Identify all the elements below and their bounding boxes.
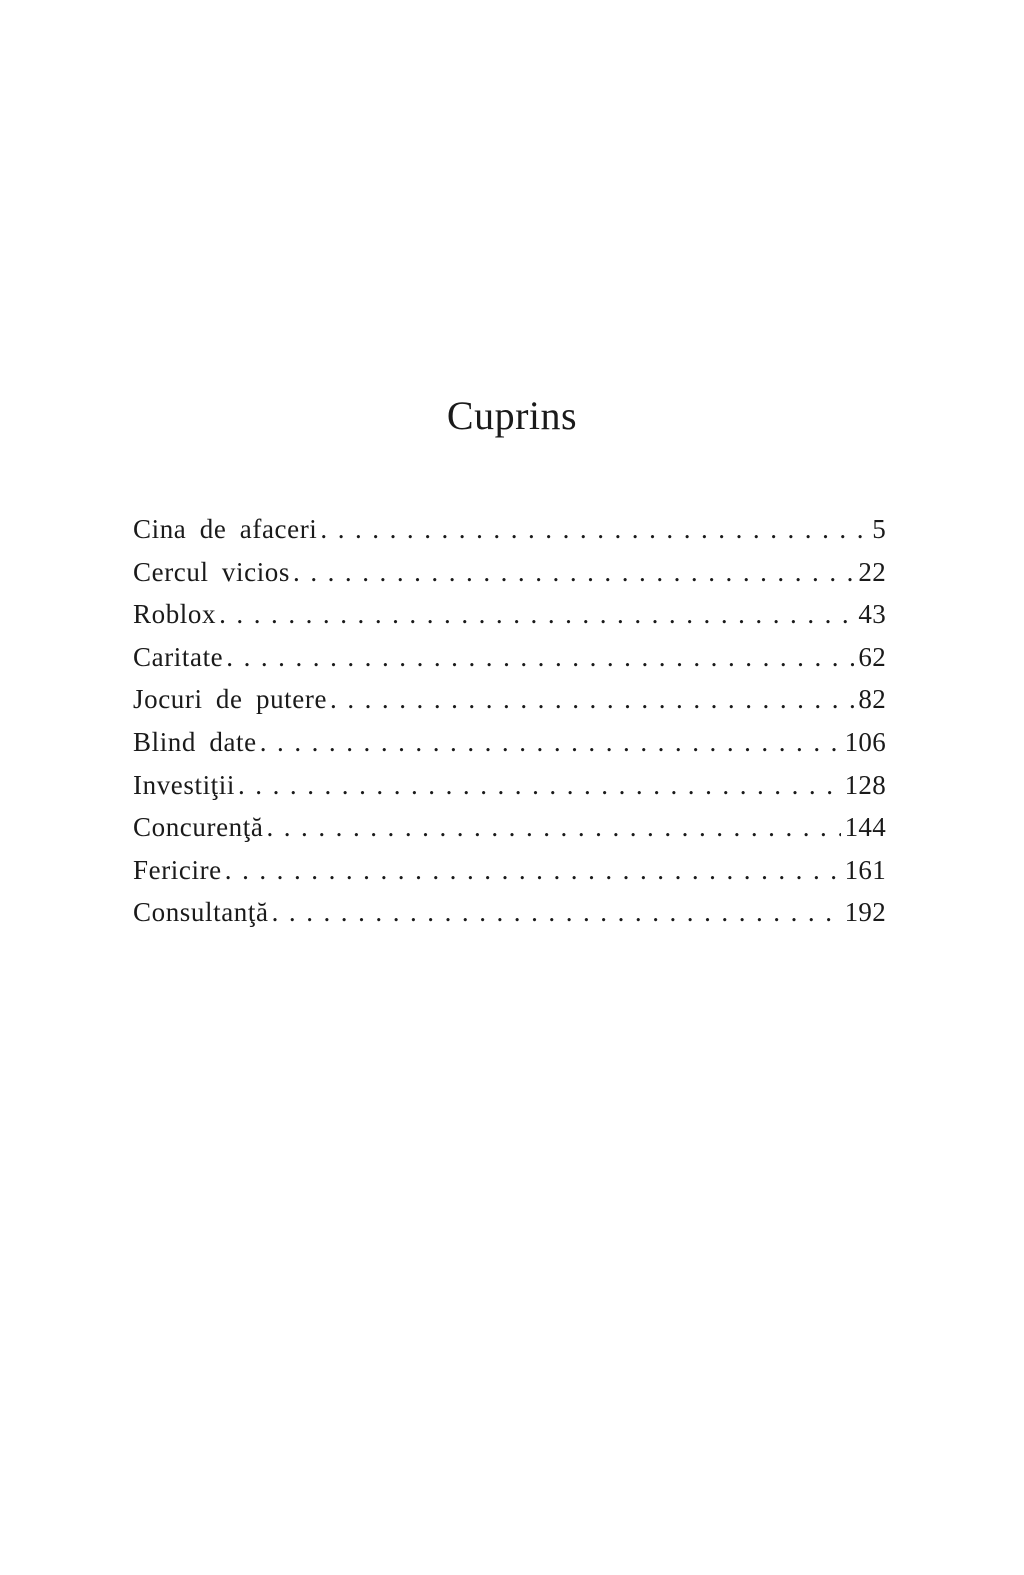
toc-entry bbox=[133, 891, 886, 934]
toc-entry-page-number: 161 bbox=[844, 854, 886, 885]
dot-leader bbox=[330, 678, 854, 721]
toc-entry bbox=[133, 721, 886, 764]
toc-entry bbox=[133, 593, 886, 636]
toc-entry-title: Concurenţă bbox=[133, 812, 264, 843]
toc-entry-title: Caritate bbox=[133, 641, 224, 672]
toc-entry bbox=[133, 849, 886, 892]
dot-leader bbox=[226, 636, 854, 679]
dot-leader bbox=[219, 593, 854, 636]
toc-entry-title: Cina de afaceri bbox=[133, 514, 318, 544]
dot-leader bbox=[238, 764, 841, 807]
toc-entry-page-number: 62 bbox=[858, 641, 886, 672]
toc-entry-page-number: 144 bbox=[844, 812, 886, 843]
toc-entry-page-number: 22 bbox=[858, 556, 886, 587]
toc-entry-title: Roblox bbox=[133, 599, 217, 630]
toc-entry-title: Fericire bbox=[133, 854, 222, 885]
toc-entry-page-number: 128 bbox=[844, 769, 886, 800]
toc-entry-title: Consultanţă bbox=[133, 897, 269, 928]
toc-entry-page-number: 43 bbox=[858, 599, 886, 630]
toc-entry-page-number: 192 bbox=[844, 897, 886, 928]
toc-entry-title: Blind date bbox=[133, 726, 257, 757]
dot-leader bbox=[320, 508, 868, 551]
dot-leader bbox=[260, 721, 841, 764]
toc-entry bbox=[133, 764, 886, 807]
toc-entry-title: Investiţii bbox=[133, 769, 235, 800]
table-of-contents bbox=[133, 508, 886, 934]
toc-entry bbox=[133, 508, 886, 551]
toc-entry bbox=[133, 551, 886, 594]
toc-entry bbox=[133, 636, 886, 679]
toc-entry-page-number: 82 bbox=[858, 684, 886, 715]
dot-leader bbox=[225, 849, 841, 892]
toc-entry-title: Jocuri de putere bbox=[133, 684, 328, 715]
toc-entry-page-number: 5 bbox=[872, 514, 886, 544]
page-title: Cuprins bbox=[446, 393, 578, 438]
dot-leader bbox=[293, 551, 854, 594]
toc-entry-title: Cercul vicios bbox=[133, 556, 291, 587]
toc-entry bbox=[133, 678, 886, 721]
dot-leader bbox=[272, 891, 841, 934]
toc-entry-page-number: 106 bbox=[844, 726, 886, 757]
toc-entry bbox=[133, 806, 886, 849]
dot-leader bbox=[266, 806, 840, 849]
